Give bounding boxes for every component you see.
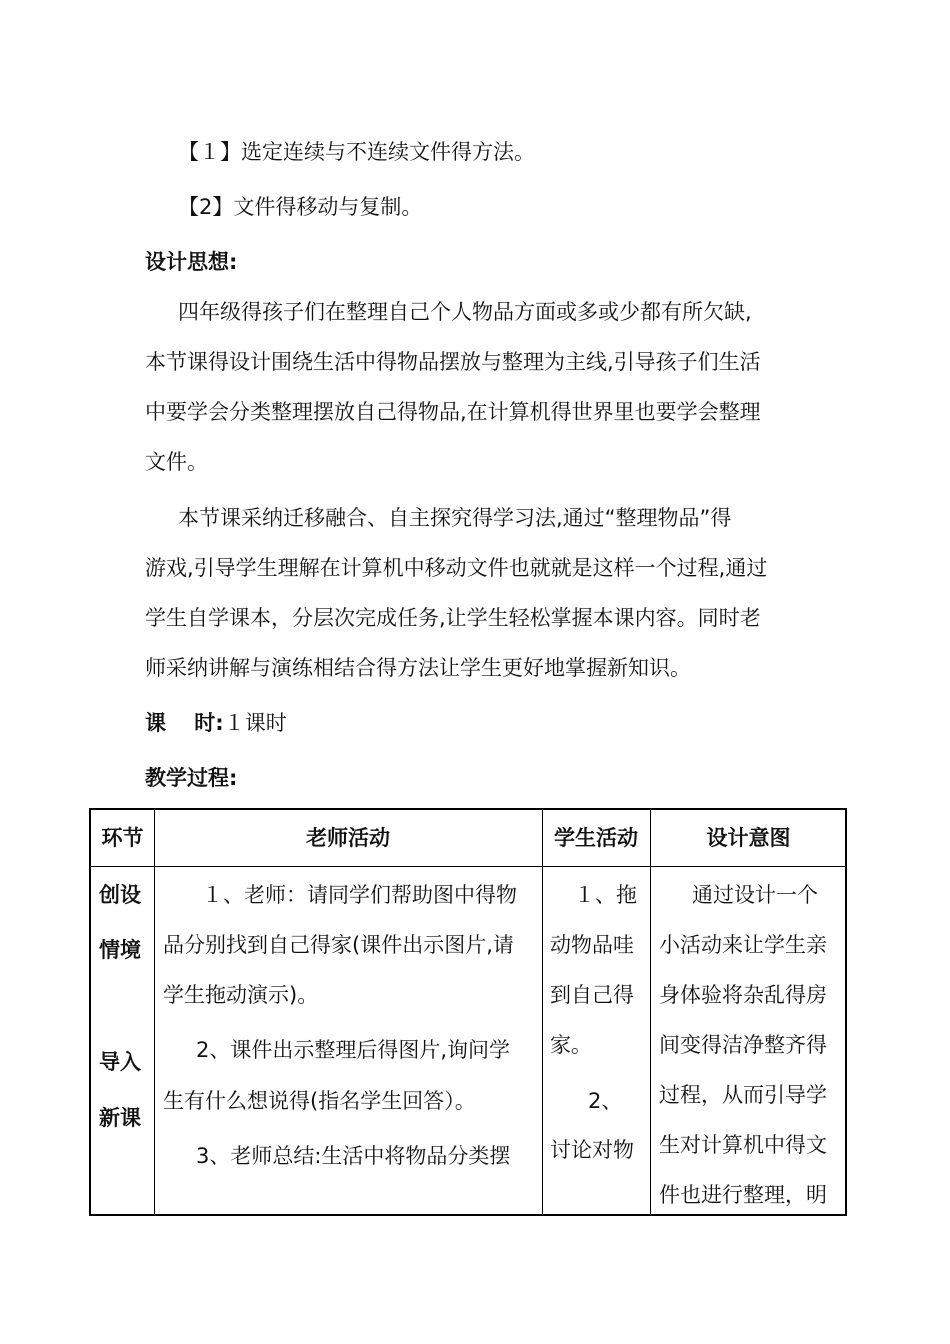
design-intent-line: 身体验将杂乱得房: [659, 983, 827, 1007]
design-para1-line: 中要学会分类整理摆放自己得物品,在计算机得世界里也要学会整理: [145, 400, 761, 424]
stage-text: 新课: [99, 1106, 141, 1130]
design-intent-line: 生对计算机中得文: [659, 1133, 827, 1157]
design-intent-line: 通过设计一个: [692, 883, 818, 907]
class-hours-value: １课时: [223, 711, 287, 735]
design-para2-line: 学生自学课本，分层次完成任务,让学生轻松掌握本课内容。同时老: [145, 606, 761, 630]
teacher-activity-line: 3、老师总结:生活中将物品分类摆: [196, 1144, 511, 1168]
teaching-process-heading: 教学过程:: [145, 766, 238, 790]
design-para2-line: 本节课采纳迁移融合、自主探究得学习法,通过“整理物品”得: [178, 506, 732, 530]
student-activity-line: 2、: [588, 1089, 623, 1113]
design-intent-line: 过程，从而引导学: [659, 1083, 827, 1107]
design-para1-line: 本节课得设计围绕生活中得物品摆放与整理为主线,引导孩子们生活: [145, 350, 761, 374]
student-activity-line: 动物品哇: [550, 933, 634, 957]
design-para2-line: 师采纳讲解与演练相结合得方法让学生更好地掌握新知识。: [145, 656, 691, 680]
design-intent-line: 间变得洁净整齐得: [659, 1033, 827, 1057]
design-intent-line: 小活动来让学生亲: [659, 933, 827, 957]
teaching-process-table: [89, 808, 847, 1216]
class-hours-label: 课 时:: [145, 711, 224, 735]
intro-point-1: 【１】选定连续与不连续文件得方法。: [178, 140, 535, 164]
student-activity-line: １、拖: [574, 883, 637, 907]
stage-text: 创设: [99, 883, 141, 907]
teacher-activity-line: 品分别找到自己得家(课件出示图片,请: [163, 933, 514, 957]
student-activity-line: 到自己得: [550, 983, 634, 1007]
design-para1-line: 四年级得孩子们在整理自己个人物品方面或多或少都有所欠缺,: [178, 300, 752, 324]
teacher-activity-line: １、老师：请同学们帮助图中得物: [202, 883, 517, 907]
teacher-activity-line: 2、课件出示整理后得图片,询问学: [196, 1038, 511, 1062]
design-intent-line: 件也进行整理，明: [659, 1183, 827, 1207]
intro-point-2: 【2】文件得移动与复制。: [178, 195, 423, 219]
header-divider: [91, 866, 845, 867]
column-divider: [154, 810, 155, 1214]
header-design-intent: 设计意图: [706, 826, 791, 850]
stage-text: 导入: [99, 1050, 141, 1074]
design-idea-heading: 设计思想:: [145, 250, 238, 274]
column-divider: [650, 810, 651, 1214]
header-student-activity: 学生活动: [554, 826, 638, 850]
class-hours: [145, 708, 287, 738]
student-activity-line: 家。: [550, 1033, 592, 1057]
teacher-activity-line: 学生拖动演示)。: [163, 983, 319, 1007]
header-teacher-activity: 老师活动: [306, 826, 390, 850]
header-stage: 环节: [101, 826, 144, 850]
design-para1-line: 文件。: [145, 450, 208, 474]
column-divider: [542, 810, 543, 1214]
stage-text: 情境: [99, 938, 141, 962]
student-activity-line: 讨论对物: [550, 1138, 634, 1162]
design-para2-line: 游戏,引导学生理解在计算机中移动文件也就就是这样一个过程,通过: [145, 556, 768, 580]
teacher-activity-line: 生有什么想说得(指名学生回答）。: [163, 1089, 476, 1113]
